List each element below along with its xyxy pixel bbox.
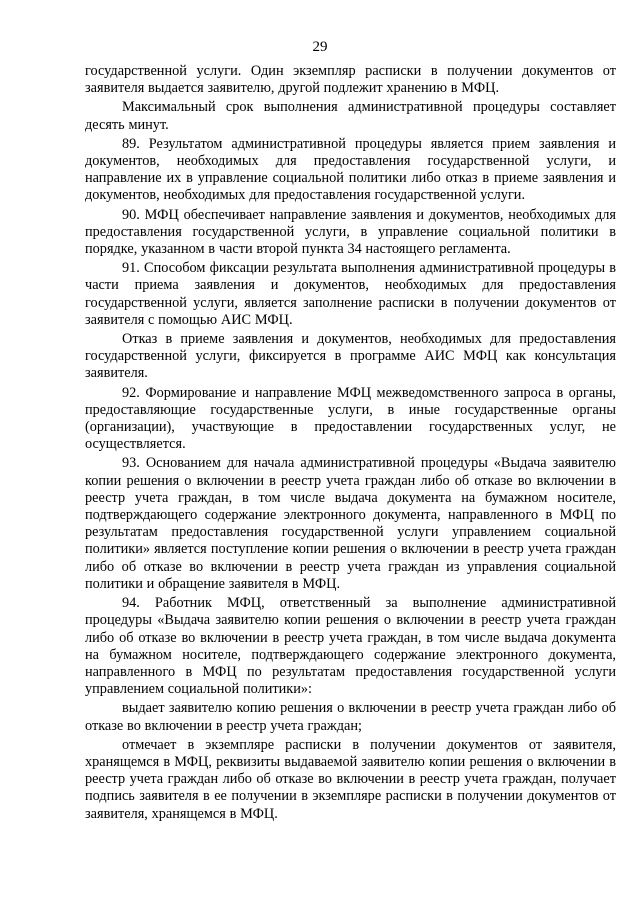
- paragraph-refusal-recording: Отказ в приеме заявления и документов, необходимых для предоставления государственной услуги, фиксируется в программе АИС МФЦ как консультация заявителя.: [85, 331, 616, 382]
- paragraph-93: 93. Основанием для начала административной процедуры «Выдача заявителю копии решения о включении в реестр учета граждан либо об отказе во включении в реестр учета граждан, в том числе выдача документа на бумажном носителе, подтверждающего содержание электронного документа, направленного в МФЦ по результатам предоставления государственной услуги управлением социальной политики» является поступление копии решения о включении в реестр учета граждан либо об отказе во включении в реестр учета граждан из управления социальной политики и обращение заявителя в МФЦ.: [85, 455, 616, 592]
- paragraph-max-duration: Максимальный срок выполнения административной процедуры составляет десять минут.: [85, 99, 616, 133]
- paragraph-91: 91. Способом фиксации результата выполнения административной процедуры в части приема заявления и документов, необходимых для предоставления государственной услуги, является заполнение расписки в получении документов от заявителя с помощью АИС МФЦ.: [85, 260, 616, 328]
- page-number: 29: [312, 39, 328, 55]
- paragraph-92: 92. Формирование и направление МФЦ межведомственного запроса в органы, предоставляющие государственные услуги, в иные государственные органы (организации), участвующие в предоставлении государственных услуг, не осуществляется.: [85, 384, 616, 453]
- paragraph-94: 94. Работник МФЦ, ответственный за выполнение административной процедуры «Выдача заявителю копии решения о включении в реестр учета граждан либо об отказе во включении в реестр учета граждан, в том числе выдача документа на бумажном носителе, подтверждающего содержание электронного документа, направленного в МФЦ по результатам предоставления государственной услуги управлением социальной политики»:: [85, 595, 616, 698]
- paragraph-90: 90. МФЦ обеспечивает направление заявления и документов, необходимых для предоставления государственной услуги, в управление социальной политики в порядке, указанном в части второй пункта 34 настоящего регламента.: [85, 206, 616, 258]
- document-body: [85, 63, 616, 823]
- paragraph-continuation: государственной услуги. Один экземпляр расписки в получении документов от заявителя выдается заявителю, другой подлежит хранению в МФЦ.: [85, 63, 616, 97]
- paragraph-94-record-receipt: отмечает в экземпляре расписки в получении документов от заявителя, хранящемся в МФЦ, реквизиты выдаваемой заявителю копии решения о включении в реестр учета граждан либо об отказе во включении в реестр учета граждан, получает подпись заявителя в ее получении в экземпляре расписки в получении документов от заявителя, хранящемся в МФЦ.: [85, 736, 616, 822]
- paragraph-89: 89. Результатом административной процедуры является прием заявления и документов, необходимых для предоставления государственной услуги, и направление их в управление социальной политики либо отказ в приеме заявления и документов, необходимых для предоставления государственной услуги.: [85, 135, 616, 204]
- paragraph-94-issue-copy: выдает заявителю копию решения о включении в реестр учета граждан либо об отказе во включении в реестр учета граждан;: [85, 700, 616, 734]
